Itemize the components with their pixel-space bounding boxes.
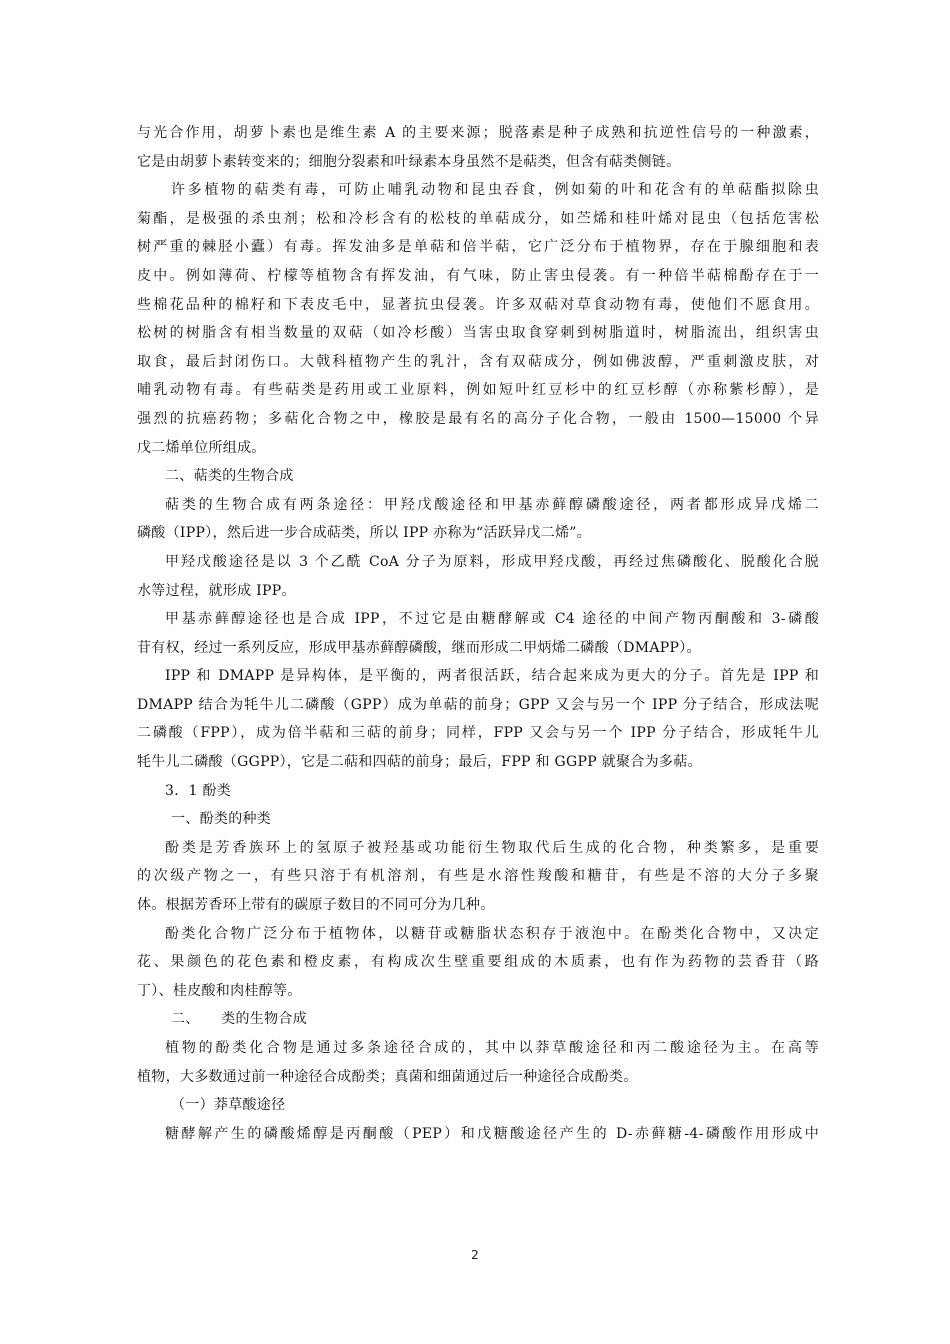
text-line: 强烈的抗癌药物；多萜化合物之中，橡胶是最有名的高分子化合物，一般由 1500—15000 个异 (137, 410, 819, 427)
text-line: 丁）、桂皮酸和肉桂醇等。 (137, 982, 302, 999)
section-heading: 3．1 酚类 (165, 782, 232, 799)
text-line: 取食，最后封闭伤口。大戟科植物产生的乳汁，含有双萜成分，例如佛波醇，严重刺激皮肤，对 (137, 353, 819, 370)
text-line: 糖酵解产生的磷酸烯醇是丙酮酸（PEP）和戊糖酸途径产生的 D-赤藓糖-4-磷酸作用形成中 (165, 1125, 819, 1142)
section-heading: （一）莽草酸途径 (171, 1097, 286, 1114)
text-line: 菊酯，是极强的杀虫剂；松和冷杉含有的松枝的单萜成分，如苎烯和桂叶烯对昆虫（包括危害松 (137, 210, 819, 227)
text-line: 松树的树脂含有相当数量的双萜（如冷杉酸）当害虫取食穿刺到树脂道时，树脂流出，组织害虫 (137, 325, 819, 342)
text-line: 水等过程，就形成 IPP。 (137, 582, 296, 599)
text-line: 体。根据芳香环上带有的碳原子数目的不同可分为几种。 (137, 897, 495, 914)
section-heading: 二、萜类的生物合成 (165, 468, 294, 485)
text-line: 酚类是芳香族环上的氢原子被羟基或功能衍生物取代后生成的化合物，种类繁多，是重要 (165, 839, 819, 856)
text-line: 哺乳动物有毒。有些萜类是药用或工业原料，例如短叶红豆杉中的红豆杉醇（亦称紫杉醇），是 (137, 382, 819, 399)
text-line: 牦牛儿二磷酸（GGPP），它是二萜和四萜的前身；最后，FPP 和 GGPP 就聚合为多萜。 (137, 754, 702, 771)
text-line: 皮中。例如薄荷、柠檬等植物含有挥发油，有气味，防止害虫侵袭。有一种倍半萜棉酚存在于一 (137, 267, 819, 284)
text-line: 与光合作用，胡萝卜素也是维生素 A 的主要来源；脱落素是种子成熟和抗逆性信号的一种激素， (137, 125, 819, 141)
text-line: 树严重的棘胫小蠹）有毒。挥发油多是单萜和倍半萜，它广泛分布于植物界，存在于腺细胞和表 (137, 239, 819, 256)
section-heading: 一、酚类的种类 (171, 811, 272, 828)
text-line: 花、果颜色的花色素和橙皮素，有构成次生壁重要组成的木质素，也有作为药物的芸香苷（路 (137, 954, 819, 971)
text-line: 苷有权，经过一系列反应，形成甲基赤藓醇磷酸，继而形成二甲炳烯二磷酸（DMAPP）。 (137, 639, 701, 656)
text-line: 许多植物的萜类有毒，可防止哺乳动物和昆虫吞食，例如菊的叶和花含有的单萜酯拟除虫 (171, 182, 819, 199)
document-body (137, 119, 819, 1148)
text-line: 酚类化合物广泛分布于植物体，以糖苷或糖脂状态积存于液泡中。在酚类化合物中，又决定 (165, 925, 819, 942)
text-line: DMAPP 结合为牦牛儿二磷酸（GPP）成为单萜的前身；GPP 又会与另一个 IPP 分子结合，形成法呢 (137, 696, 819, 713)
text-line: 戊二烯单位所组成。 (137, 439, 266, 456)
section-heading: 二、 类的生物合成 (171, 1011, 307, 1028)
text-line: 的次级产物之一，有些只溶于有机溶剂，有些是水溶性羧酸和糖苷，有些是不溶的大分子多聚 (137, 868, 819, 885)
text-line: 甲羟戊酸途径是以 3 个乙酰 CoA 分子为原料，形成甲羟戊酸，再经过焦磷酸化、脱酸化合脱 (165, 553, 819, 570)
text-line: IPP 和 DMAPP 是异构体，是平衡的，两者很活跃，结合起来成为更大的分子。首先是 IPP 和 (165, 668, 819, 685)
text-line: 植物的酚类化合物是通过多条途径合成的，其中以莽草酸途径和丙二酸途径为主。在高等 (165, 1040, 819, 1056)
page-number: 2 (471, 1248, 479, 1262)
text-line: 磷酸（IPP），然后进一步合成萜类，所以 IPP 亦称为“活跃异戊二烯”。 (137, 525, 592, 542)
text-line: 植物，大多数通过前一种途径合成酚类；真菌和细菌通过后一种途径合成酚类。 (137, 1068, 638, 1085)
text-line: 甲基赤藓醇途径也是合成 IPP，不过它是由糖酵解或 C4 途径的中间产物丙酮酸和 3-磷酸 (165, 611, 819, 628)
text-line: 些棉花品种的棉籽和下表皮毛中，显著抗虫侵袭。许多双萜对草食动物有毒，使他们不愿食用。 (137, 296, 819, 313)
text-line: 它是由胡萝卜素转变来的；细胞分裂素和叶绿素本身虽然不是萜类，但含有萜类侧链。 (137, 153, 681, 170)
text-line: 二磷酸（FPP），成为倍半萜和三萜的前身；同样，FPP 又会与另一个 IPP 分子结合，形成牦牛儿 (137, 725, 819, 742)
text-line: 萜类的生物合成有两条途径：甲羟戊酸途径和甲基赤藓醇磷酸途径，两者都形成异戊烯二 (165, 496, 819, 513)
